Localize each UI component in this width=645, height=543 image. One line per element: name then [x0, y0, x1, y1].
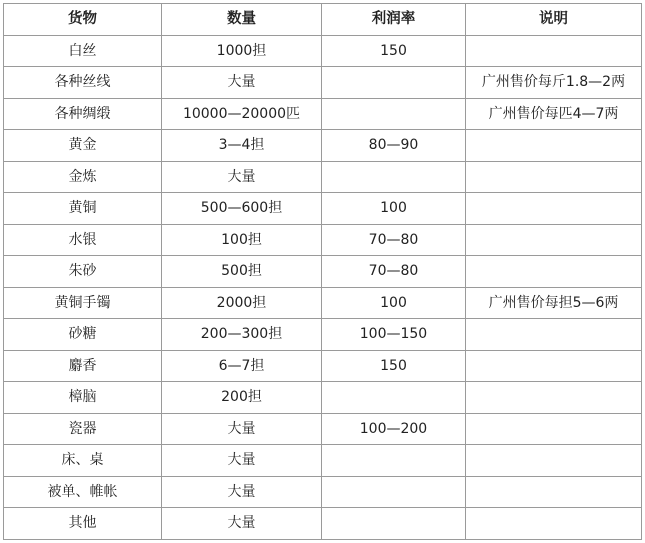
- cell-notes: [466, 256, 642, 288]
- cell-quantity: 大量: [162, 67, 322, 99]
- goods-table: [3, 3, 642, 540]
- cell-goods: 被单、帷帐: [4, 476, 162, 508]
- cell-profit-rate: 70—80: [322, 224, 466, 256]
- table-row: [4, 350, 642, 382]
- cell-goods: 瓷器: [4, 413, 162, 445]
- cell-profit-rate: [322, 98, 466, 130]
- table-row: [4, 287, 642, 319]
- cell-goods: 黄铜手镯: [4, 287, 162, 319]
- cell-profit-rate: [322, 476, 466, 508]
- header-goods: 货物: [4, 4, 162, 36]
- cell-notes: 广州售价每担5—6两: [466, 287, 642, 319]
- cell-quantity: 大量: [162, 508, 322, 540]
- cell-profit-rate: [322, 508, 466, 540]
- table-row: [4, 67, 642, 99]
- table-row: [4, 508, 642, 540]
- cell-goods: 樟脑: [4, 382, 162, 414]
- cell-notes: [466, 350, 642, 382]
- cell-notes: [466, 130, 642, 162]
- cell-profit-rate: 150: [322, 350, 466, 382]
- table-row: [4, 193, 642, 225]
- cell-goods: 黄铜: [4, 193, 162, 225]
- table-header: [4, 4, 642, 36]
- table-row: [4, 224, 642, 256]
- table-row: [4, 130, 642, 162]
- cell-quantity: 大量: [162, 413, 322, 445]
- header-quantity: 数量: [162, 4, 322, 36]
- cell-quantity: 10000—20000匹: [162, 98, 322, 130]
- cell-quantity: 500担: [162, 256, 322, 288]
- cell-profit-rate: 100—200: [322, 413, 466, 445]
- cell-quantity: 大量: [162, 476, 322, 508]
- cell-goods: 各种丝线: [4, 67, 162, 99]
- header-profit-rate: 利润率: [322, 4, 466, 36]
- table-row: [4, 161, 642, 193]
- cell-goods: 黄金: [4, 130, 162, 162]
- cell-notes: [466, 508, 642, 540]
- cell-goods: 各种绸缎: [4, 98, 162, 130]
- table-row: [4, 319, 642, 351]
- cell-profit-rate: [322, 67, 466, 99]
- cell-goods: 砂糖: [4, 319, 162, 351]
- cell-notes: [466, 224, 642, 256]
- cell-goods: 其他: [4, 508, 162, 540]
- table-body: [4, 35, 642, 539]
- table-row: [4, 98, 642, 130]
- cell-quantity: 200—300担: [162, 319, 322, 351]
- cell-notes: [466, 413, 642, 445]
- cell-profit-rate: 100—150: [322, 319, 466, 351]
- cell-quantity: 6—7担: [162, 350, 322, 382]
- cell-quantity: 500—600担: [162, 193, 322, 225]
- cell-profit-rate: [322, 161, 466, 193]
- cell-goods: 朱砂: [4, 256, 162, 288]
- cell-notes: [466, 319, 642, 351]
- cell-notes: [466, 445, 642, 477]
- cell-goods: 床、桌: [4, 445, 162, 477]
- cell-notes: [466, 161, 642, 193]
- cell-quantity: 200担: [162, 382, 322, 414]
- table-row: [4, 445, 642, 477]
- cell-quantity: 大量: [162, 161, 322, 193]
- cell-notes: [466, 382, 642, 414]
- table-row: [4, 382, 642, 414]
- cell-profit-rate: [322, 445, 466, 477]
- header-row: [4, 4, 642, 36]
- cell-profit-rate: 100: [322, 287, 466, 319]
- cell-profit-rate: 70—80: [322, 256, 466, 288]
- cell-profit-rate: [322, 382, 466, 414]
- header-notes: 说明: [466, 4, 642, 36]
- cell-quantity: 3—4担: [162, 130, 322, 162]
- cell-notes: 广州售价每斤1.8—2两: [466, 67, 642, 99]
- cell-profit-rate: 80—90: [322, 130, 466, 162]
- cell-notes: 广州售价每匹4—7两: [466, 98, 642, 130]
- cell-quantity: 大量: [162, 445, 322, 477]
- table-row: [4, 413, 642, 445]
- cell-quantity: 2000担: [162, 287, 322, 319]
- table-row: [4, 256, 642, 288]
- cell-goods: 水银: [4, 224, 162, 256]
- cell-profit-rate: 100: [322, 193, 466, 225]
- table-row: [4, 35, 642, 67]
- cell-notes: [466, 476, 642, 508]
- cell-goods: 金炼: [4, 161, 162, 193]
- cell-quantity: 1000担: [162, 35, 322, 67]
- table-row: [4, 476, 642, 508]
- cell-quantity: 100担: [162, 224, 322, 256]
- cell-notes: [466, 35, 642, 67]
- cell-goods: 白丝: [4, 35, 162, 67]
- cell-profit-rate: 150: [322, 35, 466, 67]
- cell-notes: [466, 193, 642, 225]
- cell-goods: 麝香: [4, 350, 162, 382]
